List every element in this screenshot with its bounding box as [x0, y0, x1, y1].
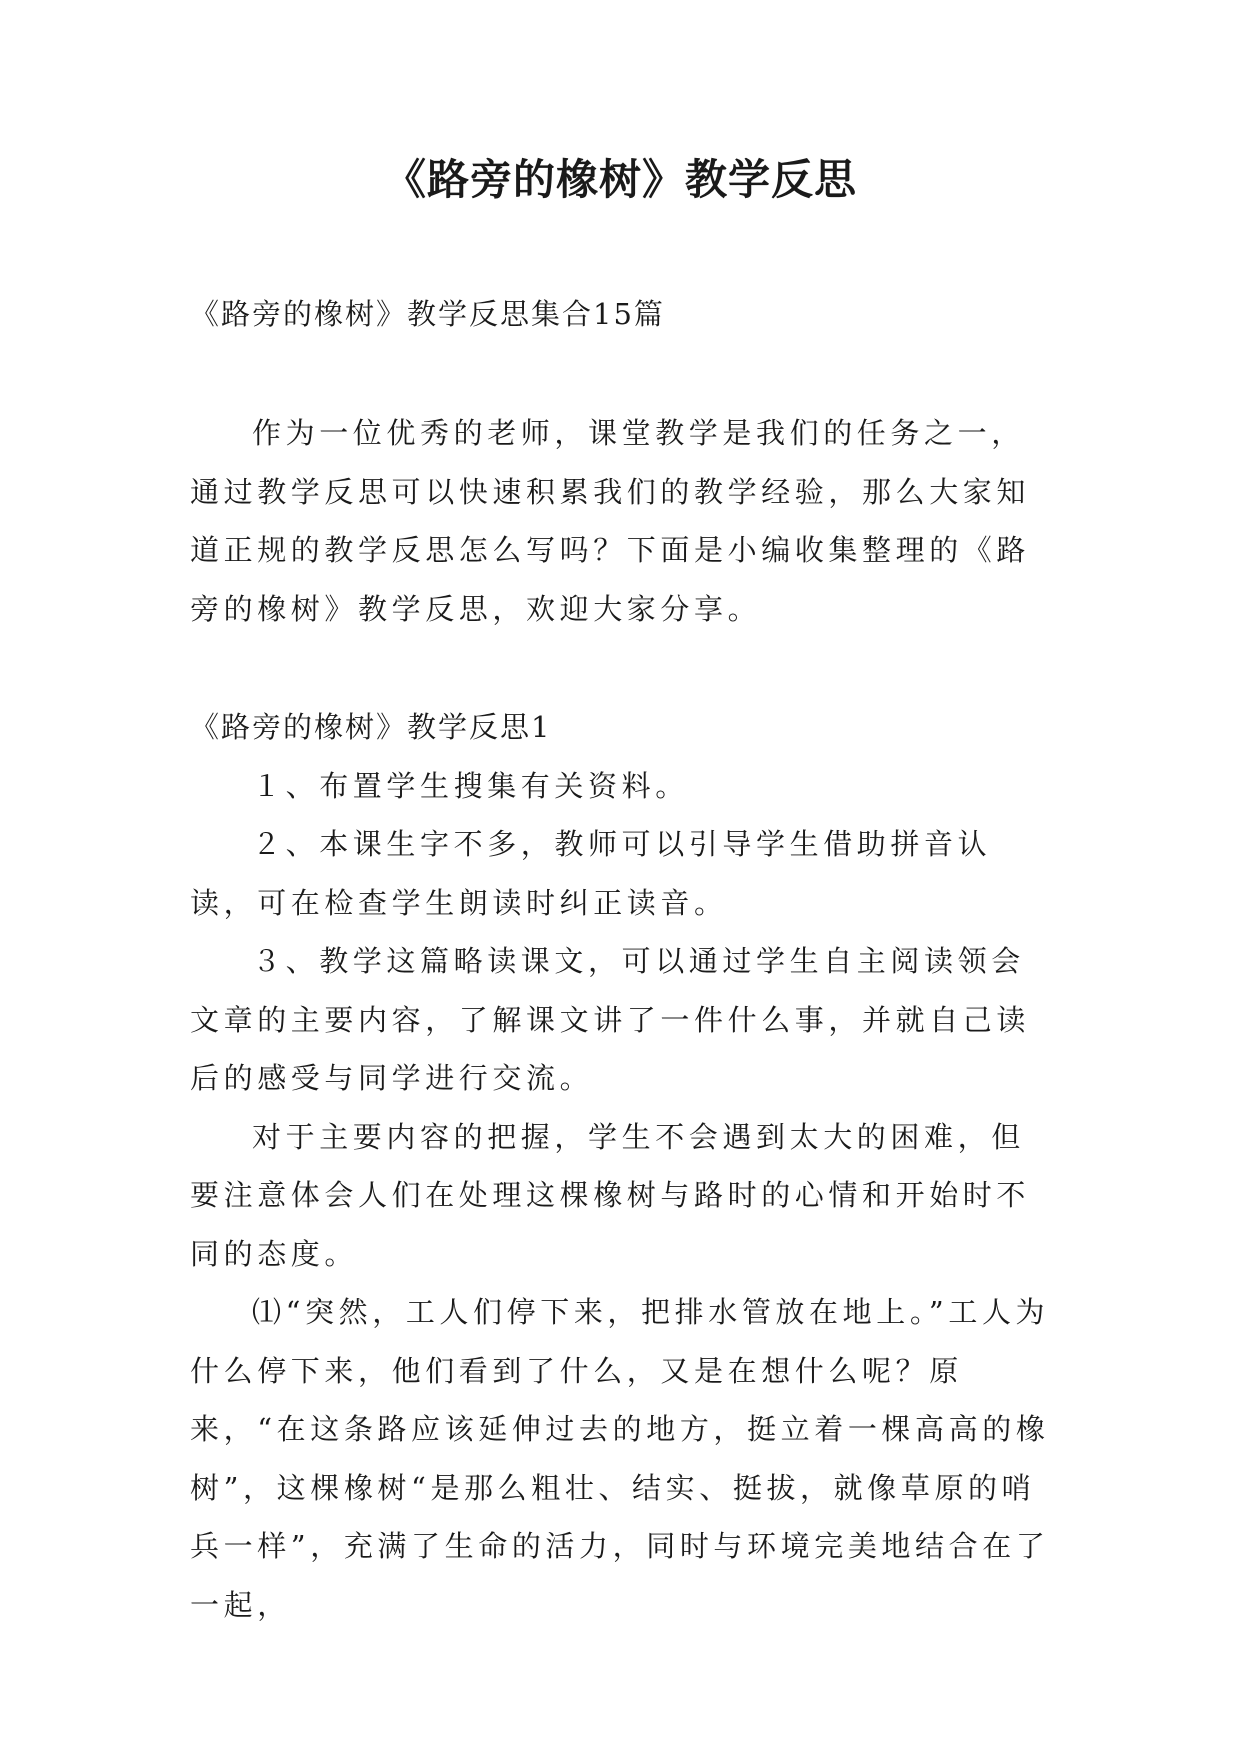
intro-paragraph: 作为一位优秀的老师，课堂教学是我们的任务之一，通过教学反思可以快速积累我们的教学经验，那么大家知道正规的教学反思怎么写吗？下面是小编收集整理的《路旁的橡树》教学反思，欢迎大家分享。	[190, 416, 1031, 626]
document-title: 《路旁的橡树》教学反思	[383, 155, 857, 204]
paragraph-gap	[190, 638, 1050, 698]
document-subtitle: 《路旁的橡树》教学反思集合15篇	[190, 297, 665, 331]
body-paragraph: ⑴“突然，工人们停下来，把排水管放在地上。”工人为什么停下来，他们看到了什么，又是在想什么呢？原来，“在这条路应该延伸过去的地方，挺立着一棵高高的橡树”，这棵橡树“是那么粗壮、结实、挺拔，就像草原的哨兵一样”，充满了生命的活力，同时与环境完美地结合在了一起，	[190, 1295, 1050, 1622]
body-paragraph: ２、本课生字不多，教师可以引导学生借助拼音认读，可在检查学生朗读时纠正读音。	[190, 827, 992, 920]
section-heading: 《路旁的橡树》教学反思1	[190, 710, 552, 744]
body-paragraph: ３、教学这篇略读课文，可以通过学生自主阅读领会文章的主要内容，了解课文讲了一件什么事，并就自己读后的感受与同学进行交流。	[190, 944, 1031, 1095]
document-body	[190, 404, 1050, 1634]
body-paragraph: １、布置学生搜集有关资料。	[252, 768, 689, 803]
body-paragraph: 对于主要内容的把握，学生不会遇到太大的困难，但要注意体会人们在处理这棵橡树与路时的心情和开始时不同的态度。	[190, 1119, 1031, 1271]
